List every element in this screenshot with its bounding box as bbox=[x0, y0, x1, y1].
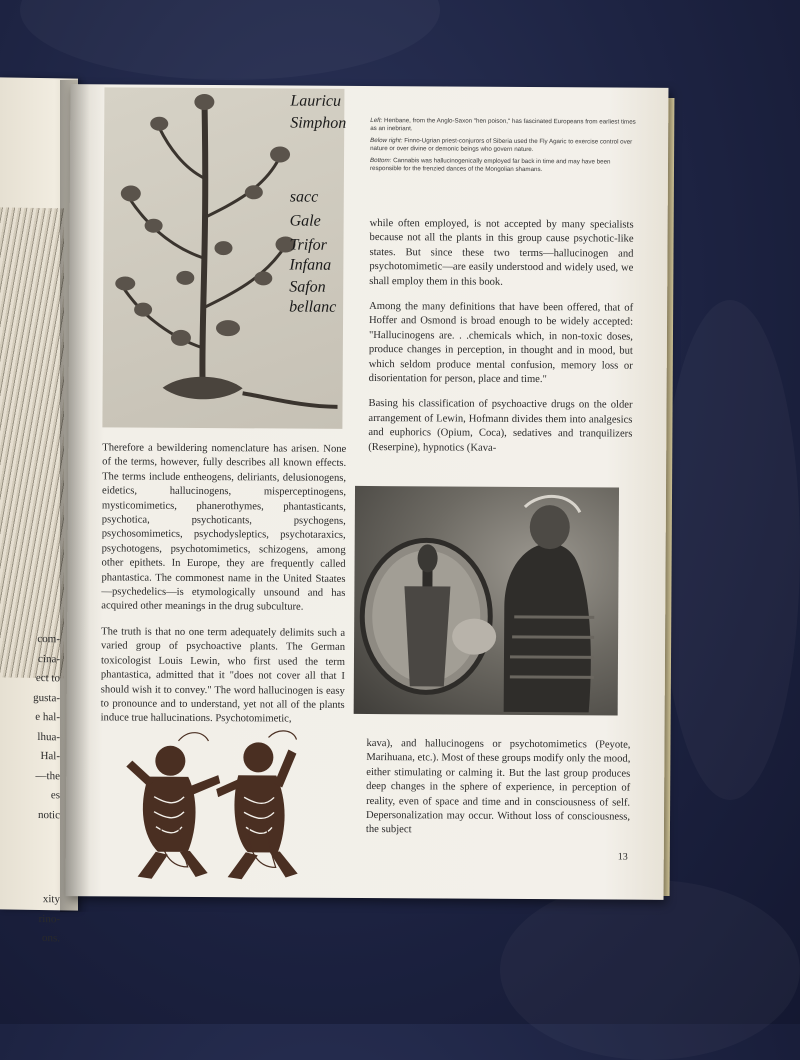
fabric-fold bbox=[660, 300, 800, 800]
paragraph: while often employed, is not accepted by many specialists because not all the plants in this group cause psychotic-like states. But since these two terms—hallucinogen and psychotomimetic—are easily understood and widely used, we shall employ them in this book. bbox=[369, 218, 634, 288]
fabric-fold bbox=[500, 880, 800, 1060]
left-page-fragments-bottom bbox=[0, 889, 60, 949]
manuscript-line: bellanc bbox=[289, 298, 337, 316]
manuscript-line: Trifor bbox=[289, 236, 327, 254]
right-page bbox=[66, 84, 669, 900]
mongolian-shaman-dancers-drawing bbox=[118, 726, 319, 887]
left-page-fragment: cina- bbox=[38, 652, 60, 665]
left-page-fragment: com- bbox=[37, 632, 60, 646]
left-page-fragment: xity bbox=[42, 893, 60, 906]
caption-block bbox=[370, 117, 638, 179]
left-page-fragment: ons. bbox=[41, 932, 60, 945]
left-page-fragment: Hal- bbox=[40, 750, 60, 763]
left-page-fragment: lhua- bbox=[37, 730, 60, 743]
right-column-bottom-text bbox=[366, 737, 631, 850]
caption-left: Left: Henbane, from the Anglo-Saxon "hen poison," has fascinated Europeans from earliest times as an inebriant. bbox=[370, 117, 636, 133]
left-page-fragment: gusta- bbox=[33, 691, 60, 704]
left-page-engraving bbox=[0, 207, 64, 678]
manuscript-line: sacc bbox=[289, 188, 319, 206]
paragraph: Therefore a bewildering nomenclature has arisen. None of the terms, however, fully describes all known effects. The terms include entheogens, deliriants, delusionogens, eidetics, hallucinogens, misperceptinogens, mysticomimetics, phanerothymes, phantasticants, psychotica, psychoticants, psychogens, psychosomimetics, psychodysleptics, psychotaraxics, psychotogens, psychotomimetics, schizogens, among other epithets. In Europe, they are frequently called phantastica. The commonest name in the United Staates—psychedelics—is etymologically unsound and has acquired other meanings in the drug subculture. bbox=[101, 442, 347, 614]
left-page-fragments-top bbox=[0, 629, 60, 825]
manuscript-line: Gale bbox=[289, 212, 321, 230]
siberian-shaman-photo bbox=[354, 486, 619, 716]
paragraph: Basing his classification of psychoactive drugs on the older arrangement of Lewin, Hofmann divides them into analgesics and euphorics (Opium, Coca), sedatives and tranquilizers (Reserpine), hypnotics (Kava- bbox=[368, 398, 633, 454]
left-page-fragment: es bbox=[50, 789, 60, 802]
left-page-fragment: rino- bbox=[38, 912, 60, 925]
manuscript-line: Infana bbox=[289, 256, 332, 274]
paragraph: kava), and hallucinogens or psychotomimetics (Peyote, Marihuana, etc.). Most of these groups modify only the mood, either stimulating or calming it. But the last group produces deep changes in the sphere of experience, in perception of reality, even of space and time and in consciousness of self. Depersonalization may occur. Without loss of consciousness, the subject bbox=[365, 738, 631, 836]
manuscript-line: Lauricu bbox=[290, 92, 342, 110]
left-page-fragment: —the bbox=[35, 769, 60, 782]
paragraph: Among the many definitions that have been offered, that of Hoffer and Osmond is broad enough to be widely accepted: "Hallucinogens are. . .chemicals which, in non-toxic doses, produce changes in perception, in thought and in mood, but which seldom produce mental confusion, memory loss or disorientation for person, place and time." bbox=[368, 301, 634, 386]
manuscript-line: Simphon bbox=[290, 114, 347, 132]
henbane-manuscript-illustration bbox=[102, 87, 347, 428]
right-column-top-text bbox=[368, 217, 634, 468]
caption-bottom: Bottom: Cannabis was hallucinogenically employed far back in time and may have been responsible for the frenzied dances of the Mongolian shamans. bbox=[369, 157, 611, 174]
page-number: 13 bbox=[617, 851, 628, 863]
manuscript-line: Safon bbox=[289, 278, 326, 296]
left-page-fragment: e hal- bbox=[35, 710, 60, 724]
fabric-fold bbox=[20, 0, 440, 80]
left-page-fragment: notic bbox=[38, 808, 60, 821]
shaman-with-drum-figure bbox=[354, 486, 619, 716]
left-page-fragment: ect to bbox=[35, 671, 60, 685]
paragraph: The truth is that no one term adequately delimits such a varied group of psychoactive plants. The German toxicologist Louis Lewin, who first used the term phantastica, admitted that it "does not cover all that I should wish it to convey." The word hallucinogen is easy to pronounce and to understand, yet not all of the plants induce true hallucinations. Psychotomimetic, bbox=[100, 626, 346, 725]
left-column-text bbox=[100, 441, 346, 738]
caption-below-right: Below right: Finno-Ugrian priest-conjurors of Siberia used the Fly Agaric to exercise control over nature or over divine or demonic beings who govern nature. bbox=[370, 137, 633, 154]
